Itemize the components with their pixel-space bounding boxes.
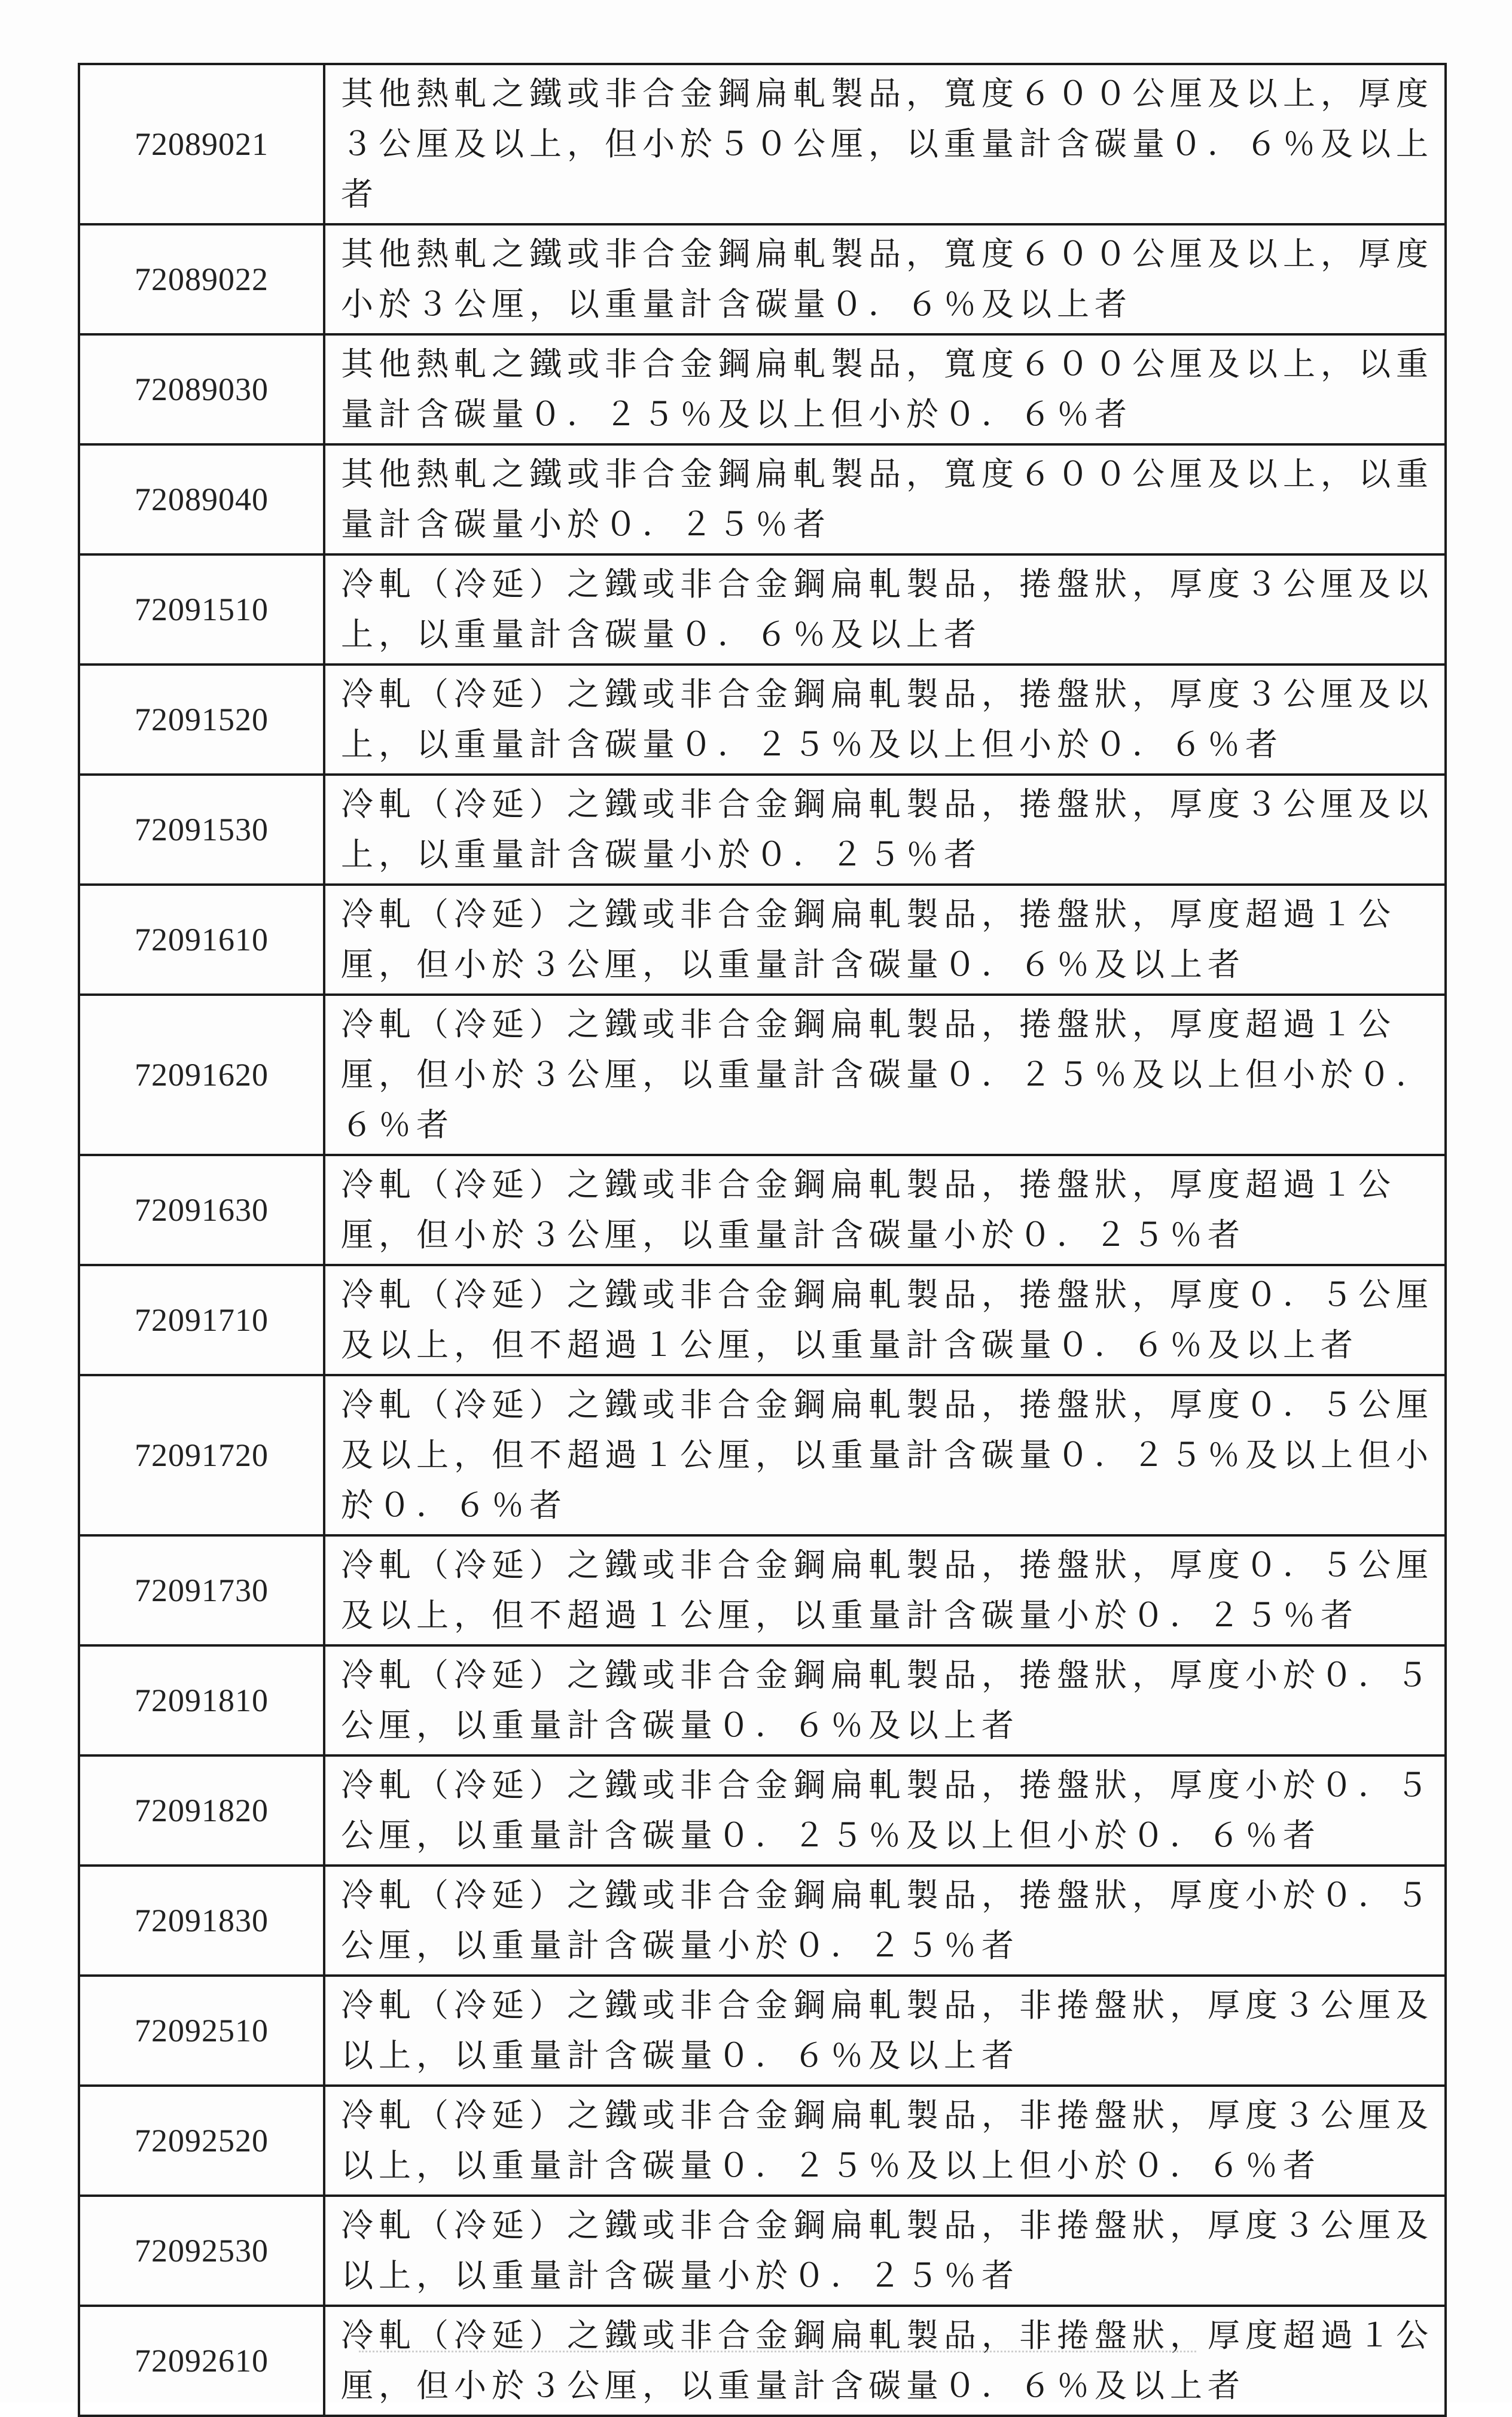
tariff-description: 冷軋（冷延）之鐵或非合金鋼扁軋製品，捲盤狀，厚度小於０．５公厘，以重量計含碳量０．２５％及以上但小於０．６％者 <box>324 1755 1446 1866</box>
table-row <box>79 1155 1446 1265</box>
table-row <box>79 554 1446 665</box>
table-row <box>79 64 1446 224</box>
tariff-code: 72091620 <box>79 995 324 1155</box>
tariff-code: 72091710 <box>79 1265 324 1375</box>
scan-noise-divider <box>359 2351 1196 2356</box>
table-row <box>79 1375 1446 1535</box>
tariff-description: 冷軋（冷延）之鐵或非合金鋼扁軋製品，捲盤狀，厚度０．５公厘及以上，但不超過１公厘，以重量計含碳量０．２５％及以上但小於０．６％者 <box>324 1375 1446 1535</box>
tariff-table-body <box>79 64 1446 2416</box>
tariff-description: 其他熱軋之鐵或非合金鋼扁軋製品，寬度６００公厘及以上，厚度小於３公厘，以重量計含碳量０．６％及以上者 <box>324 224 1446 334</box>
tariff-description: 冷軋（冷延）之鐵或非合金鋼扁軋製品，非捲盤狀，厚度超過１公厘，但小於３公厘，以重量計含碳量０．６％及以上者 <box>324 2306 1446 2416</box>
tariff-description: 冷軋（冷延）之鐵或非合金鋼扁軋製品，非捲盤狀，厚度３公厘及以上，以重量計含碳量小於０．２５％者 <box>324 2196 1446 2306</box>
tariff-code: 72089030 <box>79 334 324 444</box>
tariff-code: 72091530 <box>79 775 324 885</box>
tariff-code: 72091510 <box>79 554 324 665</box>
table-row <box>79 665 1446 775</box>
table-row <box>79 2306 1446 2416</box>
table-row <box>79 1866 1446 1976</box>
table-row <box>79 1976 1446 2086</box>
tariff-code: 72092610 <box>79 2306 324 2416</box>
tariff-code: 72091520 <box>79 665 324 775</box>
tariff-description: 冷軋（冷延）之鐵或非合金鋼扁軋製品，捲盤狀，厚度小於０．５公厘，以重量計含碳量小於０．２５％者 <box>324 1866 1446 1976</box>
tariff-description: 冷軋（冷延）之鐵或非合金鋼扁軋製品，捲盤狀，厚度３公厘及以上，以重量計含碳量０．２５％及以上但小於０．６％者 <box>324 665 1446 775</box>
table-row <box>79 995 1446 1155</box>
tariff-description: 其他熱軋之鐵或非合金鋼扁軋製品，寬度６００公厘及以上，以重量計含碳量小於０．２５％者 <box>324 444 1446 554</box>
tariff-code: 72089021 <box>79 64 324 224</box>
table-row <box>79 1535 1446 1645</box>
tariff-code-table <box>78 63 1447 2417</box>
table-row <box>79 444 1446 554</box>
table-row <box>79 1645 1446 1755</box>
table-row <box>79 334 1446 444</box>
tariff-description: 冷軋（冷延）之鐵或非合金鋼扁軋製品，非捲盤狀，厚度３公厘及以上，以重量計含碳量０．６％及以上者 <box>324 1976 1446 2086</box>
tariff-description: 冷軋（冷延）之鐵或非合金鋼扁軋製品，非捲盤狀，厚度３公厘及以上，以重量計含碳量０．２５％及以上但小於０．６％者 <box>324 2086 1446 2196</box>
tariff-description: 冷軋（冷延）之鐵或非合金鋼扁軋製品，捲盤狀，厚度超過１公厘，但小於３公厘，以重量計含碳量０．２５％及以上但小於０．６％者 <box>324 995 1446 1155</box>
table-row <box>79 885 1446 995</box>
table-row <box>79 775 1446 885</box>
tariff-code: 72092510 <box>79 1976 324 2086</box>
tariff-description: 冷軋（冷延）之鐵或非合金鋼扁軋製品，捲盤狀，厚度０．５公厘及以上，但不超過１公厘，以重量計含碳量０．６％及以上者 <box>324 1265 1446 1375</box>
tariff-code: 72091820 <box>79 1755 324 1866</box>
tariff-code: 72089040 <box>79 444 324 554</box>
tariff-description: 冷軋（冷延）之鐵或非合金鋼扁軋製品，捲盤狀，厚度超過１公厘，但小於３公厘，以重量計含碳量小於０．２５％者 <box>324 1155 1446 1265</box>
tariff-code: 72091610 <box>79 885 324 995</box>
tariff-code: 72092520 <box>79 2086 324 2196</box>
table-row <box>79 224 1446 334</box>
tariff-code: 72091830 <box>79 1866 324 1976</box>
tariff-description: 冷軋（冷延）之鐵或非合金鋼扁軋製品，捲盤狀，厚度０．５公厘及以上，但不超過１公厘，以重量計含碳量小於０．２５％者 <box>324 1535 1446 1645</box>
tariff-description: 其他熱軋之鐵或非合金鋼扁軋製品，寬度６００公厘及以上，厚度３公厘及以上，但小於５０公厘，以重量計含碳量０．６％及以上者 <box>324 64 1446 224</box>
tariff-description: 冷軋（冷延）之鐵或非合金鋼扁軋製品，捲盤狀，厚度小於０．５公厘，以重量計含碳量０．６％及以上者 <box>324 1645 1446 1755</box>
table-row <box>79 2086 1446 2196</box>
table-row <box>79 1265 1446 1375</box>
tariff-description: 其他熱軋之鐵或非合金鋼扁軋製品，寬度６００公厘及以上，以重量計含碳量０．２５％及以上但小於０．６％者 <box>324 334 1446 444</box>
tariff-code: 72091730 <box>79 1535 324 1645</box>
tariff-code: 72089022 <box>79 224 324 334</box>
tariff-code: 72091630 <box>79 1155 324 1265</box>
table-row <box>79 2196 1446 2306</box>
tariff-code: 72092530 <box>79 2196 324 2306</box>
tariff-code: 72091810 <box>79 1645 324 1755</box>
tariff-code: 72091720 <box>79 1375 324 1535</box>
tariff-description: 冷軋（冷延）之鐵或非合金鋼扁軋製品，捲盤狀，厚度３公厘及以上，以重量計含碳量小於０．２５％者 <box>324 775 1446 885</box>
table-row <box>79 1755 1446 1866</box>
tariff-description: 冷軋（冷延）之鐵或非合金鋼扁軋製品，捲盤狀，厚度３公厘及以上，以重量計含碳量０．６％及以上者 <box>324 554 1446 665</box>
tariff-description: 冷軋（冷延）之鐵或非合金鋼扁軋製品，捲盤狀，厚度超過１公厘，但小於３公厘，以重量計含碳量０．６％及以上者 <box>324 885 1446 995</box>
